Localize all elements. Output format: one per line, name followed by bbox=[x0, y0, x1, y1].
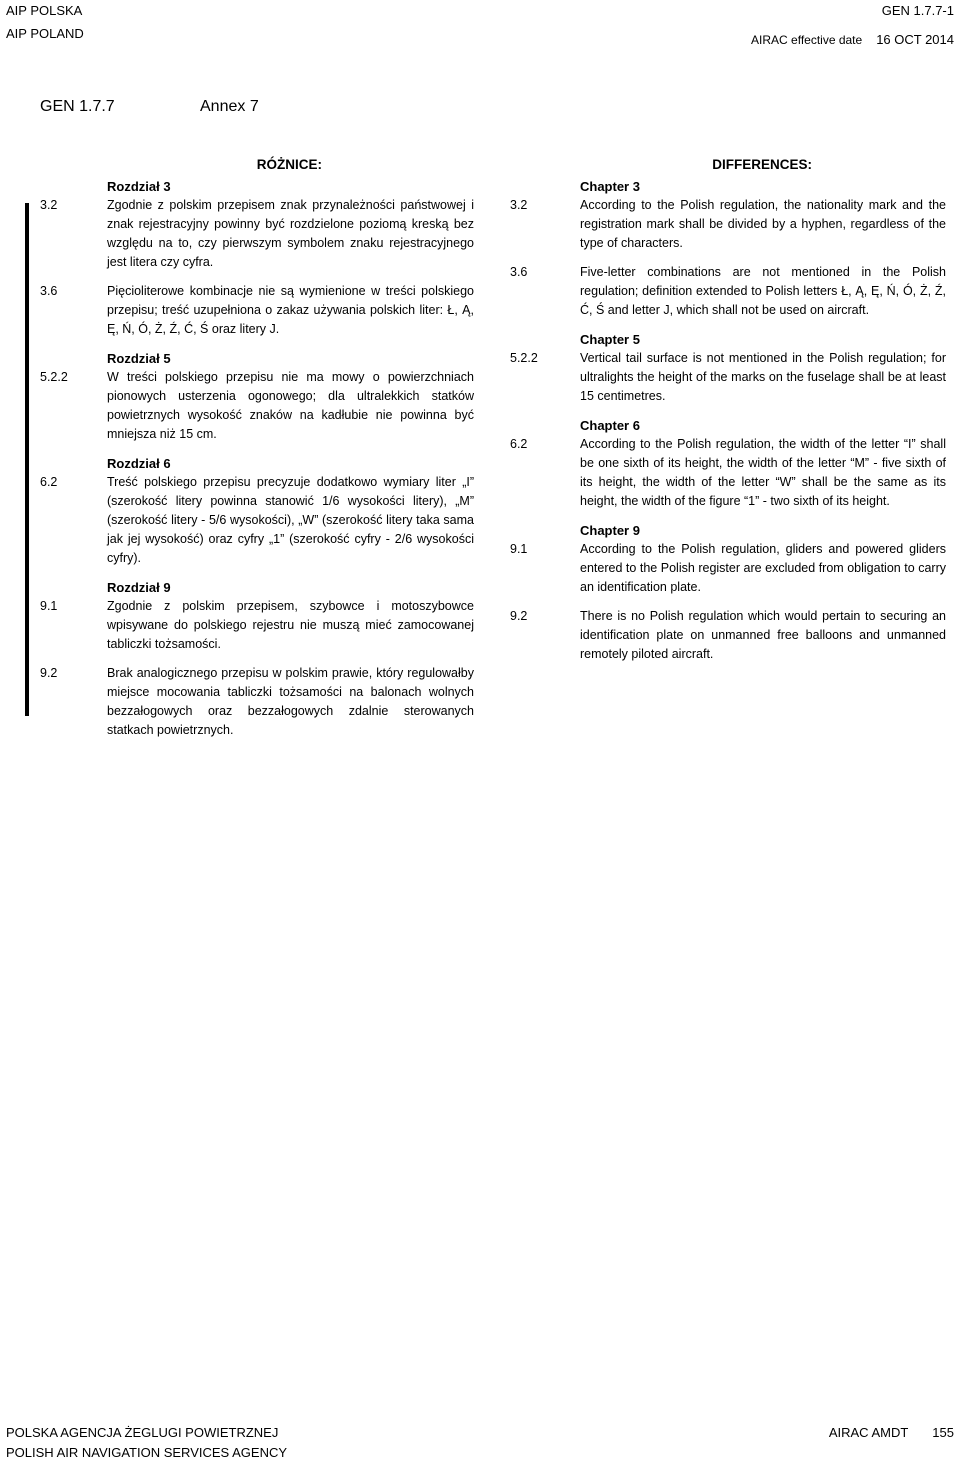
chapter-heading: Chapter 9 bbox=[580, 523, 640, 538]
item-text: Brak analogicznego przepisu w polskim prawie, który regulowałby miejsce mocowania tabliczki tożsamości na balonach wolnych bezzałogowych oraz bezzałogowych zdalnie sterowanych statkach powietrznych. bbox=[107, 666, 474, 737]
item-number: 3.2 bbox=[40, 198, 58, 212]
item-text: Treść polskiego przepisu precyzuje dodatkowo wymiary liter „I” (szerokość litery powinna stanowić 1/6 wysokości litery), „M” (szerokość litery - 5/6 wysokości), „W” (szerokość litery taka sama jak jej wysokość) oraz cyfry „1” (szerokość cyfry - 2/6 wysokości cyfry). bbox=[107, 475, 474, 565]
chapter-heading: Rozdział 9 bbox=[107, 580, 171, 595]
difference-item bbox=[40, 664, 474, 740]
item-text: Vertical tail surface is not mentioned in the Polish regulation; for ultralights the height of the marks on the fuselage shall be at least 15 centimetres. bbox=[580, 351, 946, 403]
item-text: According to the Polish regulation, the nationality mark and the registration mark shall be divided by a hyphen, regardless of the type of characters. bbox=[580, 198, 946, 250]
chapter-heading: Chapter 6 bbox=[580, 418, 640, 433]
chapter-heading: Chapter 3 bbox=[580, 179, 640, 194]
amendment-number: 155 bbox=[932, 1425, 954, 1440]
difference-item bbox=[510, 349, 946, 406]
header-page-code: GEN 1.7.7-1 bbox=[881, 3, 954, 18]
item-number: 9.1 bbox=[40, 599, 58, 613]
item-text: Five-letter combinations are not mentioned in the Polish regulation; definition extended to Polish letters Ł, Ą, Ę, Ń, Ó, Ż, Ź, Ć, Ś and letter J, which shall not be used on aircraft. bbox=[580, 265, 946, 317]
item-number: 6.2 bbox=[40, 475, 58, 489]
chapter-heading: Rozdział 5 bbox=[107, 351, 171, 366]
amendment-label: AIRAC AMDT bbox=[828, 1425, 909, 1440]
effective-date-value: 16 OCT 2014 bbox=[876, 32, 954, 47]
amendment-change-bar bbox=[25, 203, 29, 716]
item-number: 5.2.2 bbox=[510, 351, 538, 365]
difference-item bbox=[40, 368, 474, 444]
chapter-heading: Rozdział 3 bbox=[107, 179, 171, 194]
item-text: According to the Polish regulation, gliders and powered gliders entered to the Polish register are excluded from obligation to carry an identification plate. bbox=[580, 542, 946, 594]
effective-date-label: AIRAC effective date bbox=[751, 33, 863, 47]
differences-column-en bbox=[510, 155, 946, 674]
difference-item bbox=[510, 196, 946, 253]
item-text: Pięcioliterowe kombinacje nie są wymienione w treści polskiego przepisu; treść uzupełniona o zakaz używania polskich liter: Ł, Ą, Ę, Ń, Ó, Ż, Ź, Ć, Ś oraz litery J. bbox=[107, 284, 474, 336]
chapter-heading: Rozdział 6 bbox=[107, 456, 171, 471]
difference-item bbox=[40, 196, 474, 272]
difference-item bbox=[510, 607, 946, 664]
item-number: 3.6 bbox=[510, 265, 528, 279]
difference-item bbox=[40, 597, 474, 654]
footer-agency-en: POLISH AIR NAVIGATION SERVICES AGENCY bbox=[6, 1445, 288, 1460]
differences-column-pl bbox=[40, 155, 474, 750]
section-number: GEN 1.7.7 bbox=[40, 98, 115, 115]
column-heading-en: DIFFERENCES: bbox=[712, 157, 812, 172]
item-text: Zgodnie z polskim przepisem znak przynależności państwowej i znak rejestracyjny powinny być rozdzielone poziomą kreską bez względu na to, czy pierwszym symbolem znaku rejestracyjnego jest litera czy cyfra. bbox=[107, 198, 474, 269]
item-text: Zgodnie z polskim przepisem, szybowce i motoszybowce wpisywane do polskiego rejestru nie muszą mieć zamocowanej tabliczki tożsamości. bbox=[107, 599, 474, 651]
item-text: There is no Polish regulation which would pertain to securing an identification plate on unmanned free balloons and unmanned remotely piloted aircraft. bbox=[580, 609, 946, 661]
item-text: W treści polskiego przepisu nie ma mowy o powierzchniach pionowych usterzenia ogonowego; dla ultralekkich statków powietrznych wysokość znaków na kadłubie nie powinna być mniejsza niż 15 cm. bbox=[107, 370, 474, 441]
header-title-en: AIP POLAND bbox=[6, 26, 84, 41]
item-number: 6.2 bbox=[510, 437, 528, 451]
item-number: 5.2.2 bbox=[40, 370, 68, 384]
footer-agency-pl: POLSKA AGENCJA ŻEGLUGI POWIETRZNEJ bbox=[6, 1425, 279, 1440]
difference-item bbox=[510, 540, 946, 597]
section-name: Annex 7 bbox=[200, 98, 259, 115]
item-number: 9.2 bbox=[510, 609, 528, 623]
item-number: 3.6 bbox=[40, 284, 58, 298]
difference-item bbox=[510, 263, 946, 320]
header-effective bbox=[751, 32, 954, 48]
chapter-heading: Chapter 5 bbox=[580, 332, 640, 347]
item-number: 9.1 bbox=[510, 542, 528, 556]
item-number: 9.2 bbox=[40, 666, 58, 680]
difference-item bbox=[40, 473, 474, 568]
difference-item bbox=[40, 282, 474, 339]
item-number: 3.2 bbox=[510, 198, 528, 212]
item-text: According to the Polish regulation, the width of the letter “I” shall be one sixth of its height, the width of the letter “M” - five sixth of its height, the width of the letter “W” shall be the same as its height, the width of the figure “1” - two sixth of its height. bbox=[580, 437, 946, 508]
header-title-pl: AIP POLSKA bbox=[6, 3, 83, 18]
footer-amendment bbox=[829, 1425, 954, 1440]
column-heading-pl: RÓŻNICE: bbox=[256, 157, 322, 172]
difference-item bbox=[510, 435, 946, 511]
